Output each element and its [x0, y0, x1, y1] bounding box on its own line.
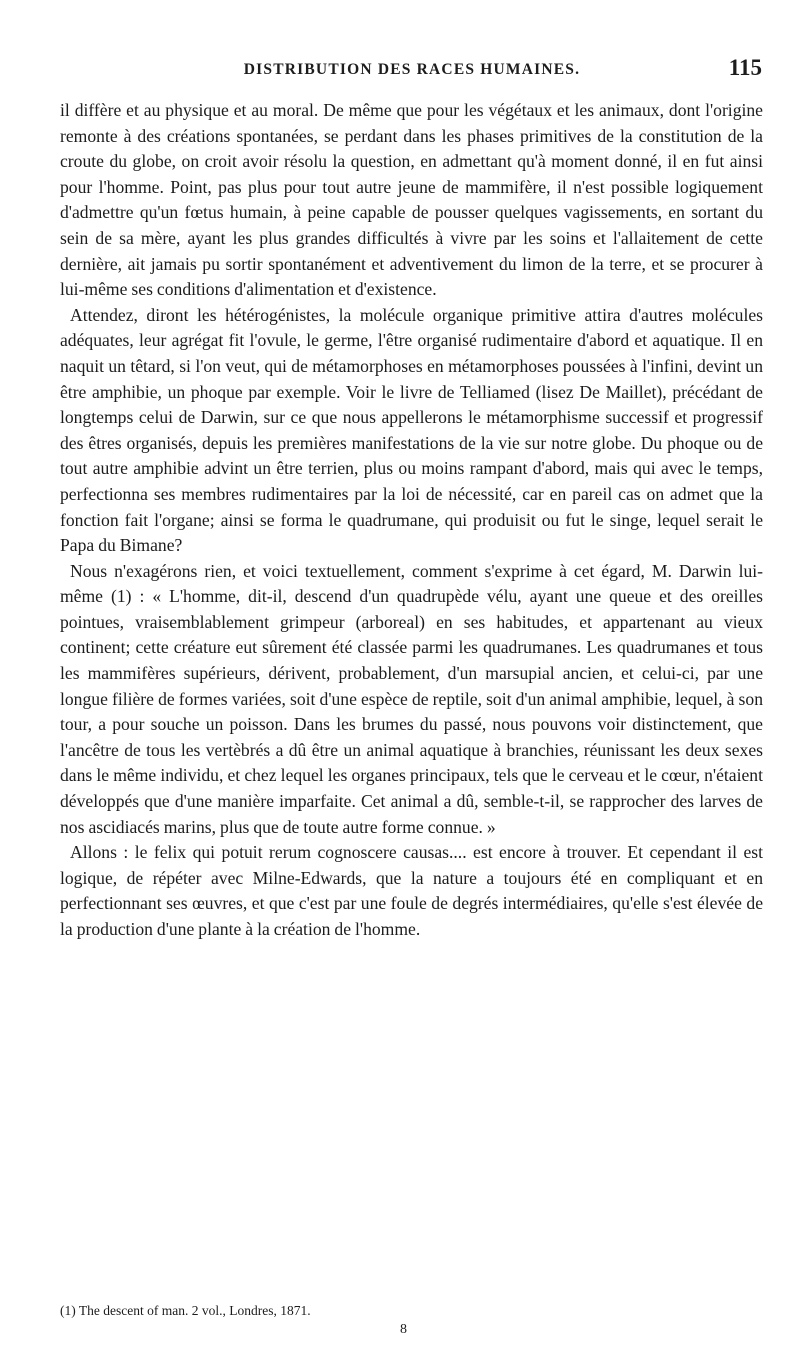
- body-text: [60, 98, 763, 943]
- running-head: [62, 57, 762, 87]
- paragraph: Nous n'exagérons rien, et voici textuellement, comment s'exprime à cet égard, M. Darwin lui-même (1) : « L'homme, dit-il, descend d'un quadrupède vélu, ayant une queue et des oreilles pointues, vraisemblablement grimpeur (arboreal) en ses habitudes, et appartenant au vieux continent; cette créature eut sûrement été classée parmi les quadrumanes. Les quadrumanes et tous les mammifères supérieurs, dérivent, probablement, d'un marsupial ancien, et celui-ci, par une longue filière de formes variées, soit d'une espèce de reptile, soit d'un animal amphibie, lequel, à son tour, a pour souche un poisson. Dans les brumes du passé, nous pouvons voir distinctement, que l'ancêtre de tous les vertèbrés a dû être un animal aquatique à branchies, réunissant les deux sexes dans le même individu, et chez lequel les organes principaux, tels que le cerveau et le cœur, n'étaient développés que d'une manière imparfaite. Cet animal a dû, semble-t-il, se rapprocher des larves de nos ascidiacés marins, plus que de toute autre forme connue. »: [60, 560, 763, 837]
- paragraph: Attendez, diront les hétérogénistes, la molécule organique primitive attira d'autres molécules adéquates, leur agrégat fit l'ovule, le germe, l'être organisé rudimentaire d'abord et aquatique. Il en naquit un têtard, si l'on veut, qui de métamorphoses en métamorphoses poussées à l'infini, devint un être amphibie, un phoque par exemple. Voir le livre de Telliamed (lisez De Maillet), précédant de longtemps celui de Darwin, sur ce que nous appellerons le métamorphisme successif et progressif des êtres organisés, depuis les premières manifestations de la vie sur notre globe. Du phoque ou de tout autre amphibie advint un être terrien, plus ou moins rampant d'abord, mais qui avec le temps, perfectionna ses membres rudimentaires par la loi de nécessité, car en pareil cas on admet que la fonction fait l'organe; ainsi se forma le quadrumane, qui produisit ou fut le singe, lequel serait le Papa du Bimane?: [60, 304, 763, 556]
- page-number: 115: [728, 55, 762, 80]
- paragraph: il diffère et au physique et au moral. De même que pour les végétaux et les animaux, dont l'origine remonte à des créations spontanées, se perdant dans les phases primitives de la constitution de la croute du globe, on croit avoir résolu la question, en admettant qu'à moment donné, il en fut ainsi pour l'homme. Point, pas plus pour tout autre jeune de mammifère, il n'est possible logiquement d'admettre qu'un fœtus humain, à peine capable de pousser quelques vagissements, en sortant du sein de sa mère, ayant les plus grandes difficultés à vivre par les soins et l'allaitement de cette dernière, ait jamais pu sortir spontanément et adventivement du limon de la terre, et se procurer à lui-même ses conditions d'alimentation et d'existence.: [60, 100, 763, 300]
- paragraph: Allons : le felix qui potuit rerum cognoscere causas.... est encore à trouver. Et cependant il est logique, de répéter avec Milne-Edwards, que la nature a toujours été en compliquant et en perfectionnant ses œuvres, et que c'est par une foule de degrés intermédiaires, qu'elle s'est élevée de la production d'une plante à la création de l'homme.: [60, 842, 763, 939]
- signature-mark: 8: [400, 1322, 407, 1337]
- footnote: (1) The descent of man. 2 vol., Londres, 1871.: [60, 1303, 311, 1318]
- running-title: DISTRIBUTION DES RACES HUMAINES.: [243, 61, 581, 78]
